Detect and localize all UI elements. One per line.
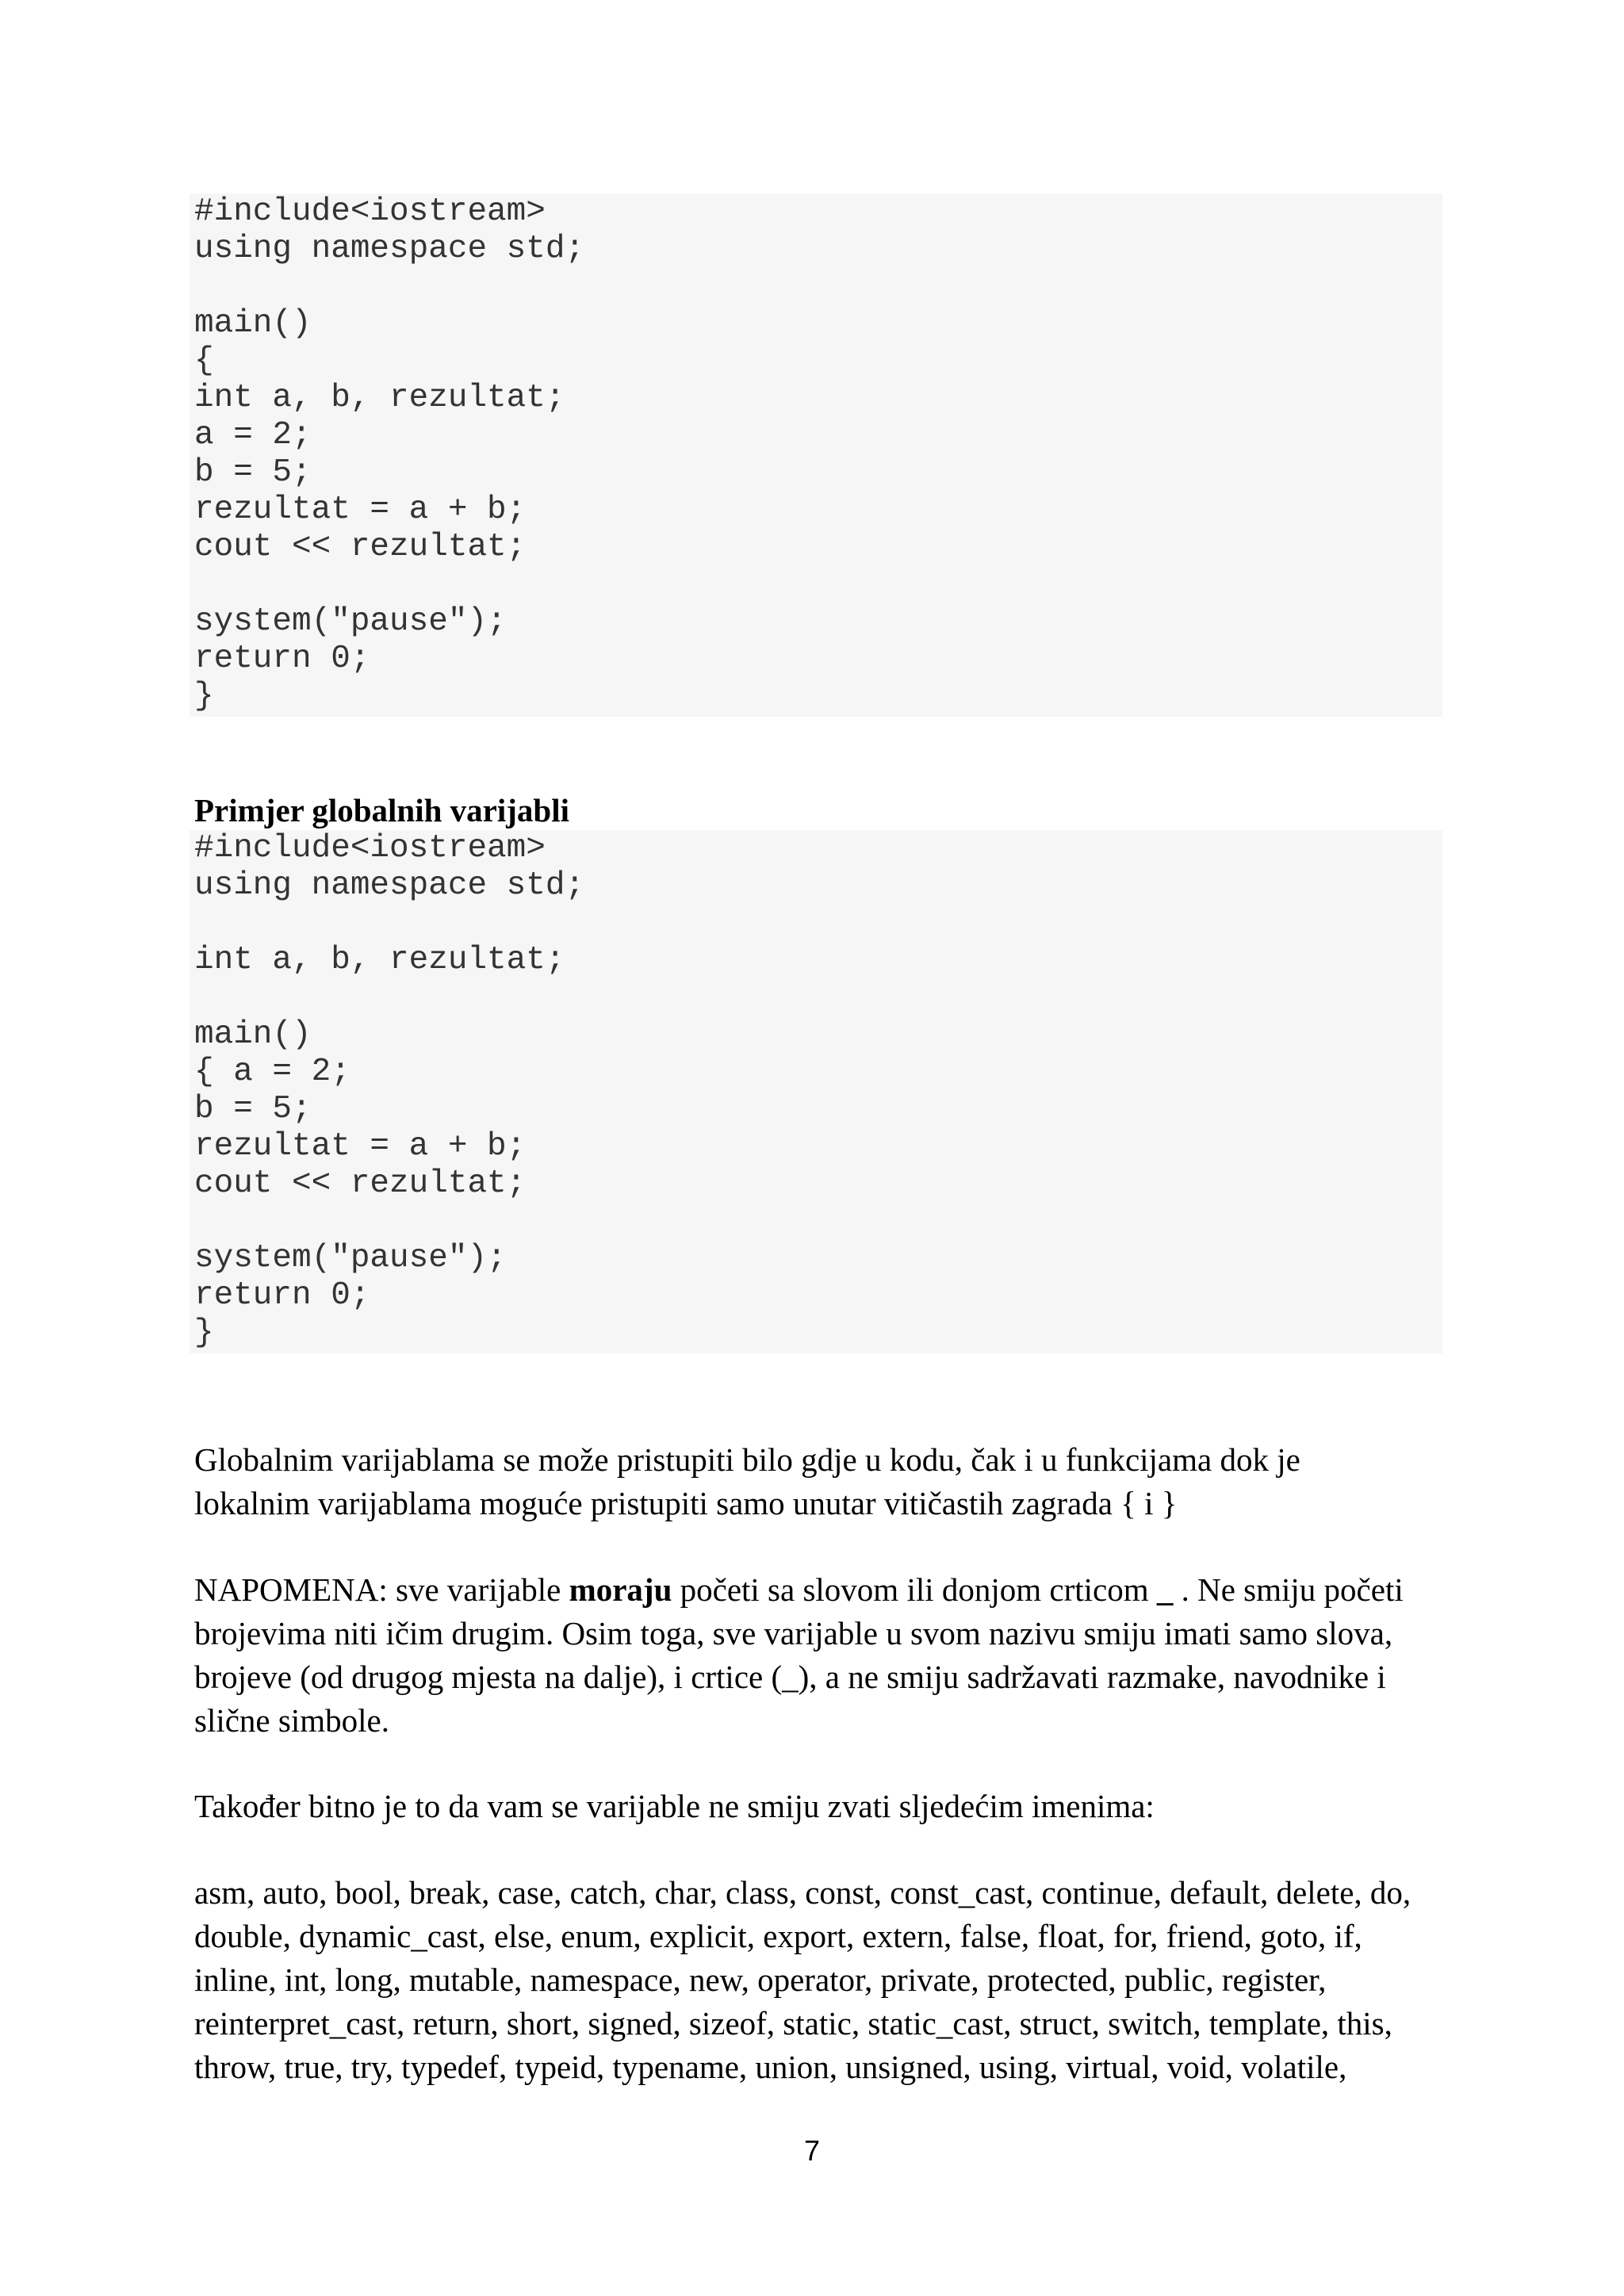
code-line: cout << rezultat;: [194, 529, 527, 565]
code-line: #include<iostream>: [194, 830, 546, 867]
paragraph-note: [194, 1568, 1455, 1743]
code-line: b = 5;: [194, 454, 312, 491]
code-line: return 0;: [194, 1277, 370, 1314]
code-line: main(): [194, 1016, 312, 1053]
code-line: { a = 2;: [194, 1054, 350, 1090]
code-line: #include<iostream>: [194, 193, 546, 230]
code-line: int a, b, rezultat;: [194, 380, 565, 416]
paragraph-line: Globalnim varijablama se može pristupiti bilo gdje u kodu, čak i u funkcijama dok je: [194, 1441, 1300, 1478]
code-line: using namespace std;: [194, 867, 585, 904]
note-text: . Ne smiju početi: [1173, 1571, 1404, 1608]
paragraph-line: lokalnim varijablama moguće pristupiti samo unutar vitičastih zagrada { i }: [194, 1485, 1178, 1521]
note-underscore: _: [1156, 1571, 1174, 1608]
code-line: }: [194, 678, 214, 714]
paragraph-line: [194, 1568, 1455, 1612]
code-line: a = 2;: [194, 417, 312, 453]
paragraph-line: inline, int, long, mutable, namespace, new, operator, private, protected, public, register,: [194, 1961, 1327, 1998]
code-line: int a, b, rezultat;: [194, 942, 565, 978]
code-line: }: [194, 1314, 214, 1351]
paragraph-line: brojevima niti ičim drugim. Osim toga, sve varijable u svom nazivu smiju imati samo slova,: [194, 1615, 1393, 1651]
code-block-local: [190, 193, 1442, 717]
paragraph-line: reinterpret_cast, return, short, signed, sizeof, static, static_cast, struct, switch, template, this,: [194, 2005, 1392, 2042]
code-line: [194, 1203, 1442, 1240]
code-line: b = 5;: [194, 1091, 312, 1127]
code-line: [194, 905, 1442, 942]
code-line: system("pause");: [194, 603, 507, 640]
code-line: return 0;: [194, 641, 370, 677]
code-line: system("pause");: [194, 1240, 507, 1276]
paragraph-line: double, dynamic_cast, else, enum, explicit, export, extern, false, float, for, friend, goto, if,: [194, 1918, 1362, 1954]
note-emphasis: moraju: [569, 1571, 672, 1608]
paragraph-line: Također bitno je to da vam se varijable ne smiju zvati sljedećim imenima:: [194, 1788, 1155, 1824]
code-line: cout << rezultat;: [194, 1165, 527, 1202]
section-heading: Primjer globalnih varijabli: [194, 792, 570, 828]
code-block-global: [190, 830, 1442, 1353]
page-number: 7: [803, 2134, 821, 2167]
code-line: main(): [194, 305, 312, 342]
note-text: NAPOMENA: sve varijable: [194, 1571, 569, 1608]
code-line: [194, 268, 1442, 305]
code-line: [194, 979, 1442, 1016]
paragraph-global-variables: [194, 1438, 1455, 1525]
code-line: [194, 566, 1442, 603]
keywords-list: [194, 1871, 1455, 2089]
paragraph-line: slične simbole.: [194, 1702, 389, 1739]
code-line: rezultat = a + b;: [194, 1128, 527, 1165]
code-line: using namespace std;: [194, 231, 585, 267]
paragraph-line: brojeve (od drugog mjesta na dalje), i crtice (_), a ne smiju sadržavati razmake, navodnike i: [194, 1659, 1386, 1695]
paragraph-reserved-names: [194, 1785, 1455, 1828]
paragraph-line: throw, true, try, typedef, typeid, typename, union, unsigned, using, virtual, void, volatile,: [194, 2049, 1347, 2085]
paragraph-line: asm, auto, bool, break, case, catch, char, class, const, const_cast, continue, default, delete, do,: [194, 1874, 1411, 1911]
code-line: rezultat = a + b;: [194, 492, 527, 528]
note-text: početi sa slovom ili donjom crticom: [672, 1571, 1157, 1608]
code-line: {: [194, 342, 214, 379]
